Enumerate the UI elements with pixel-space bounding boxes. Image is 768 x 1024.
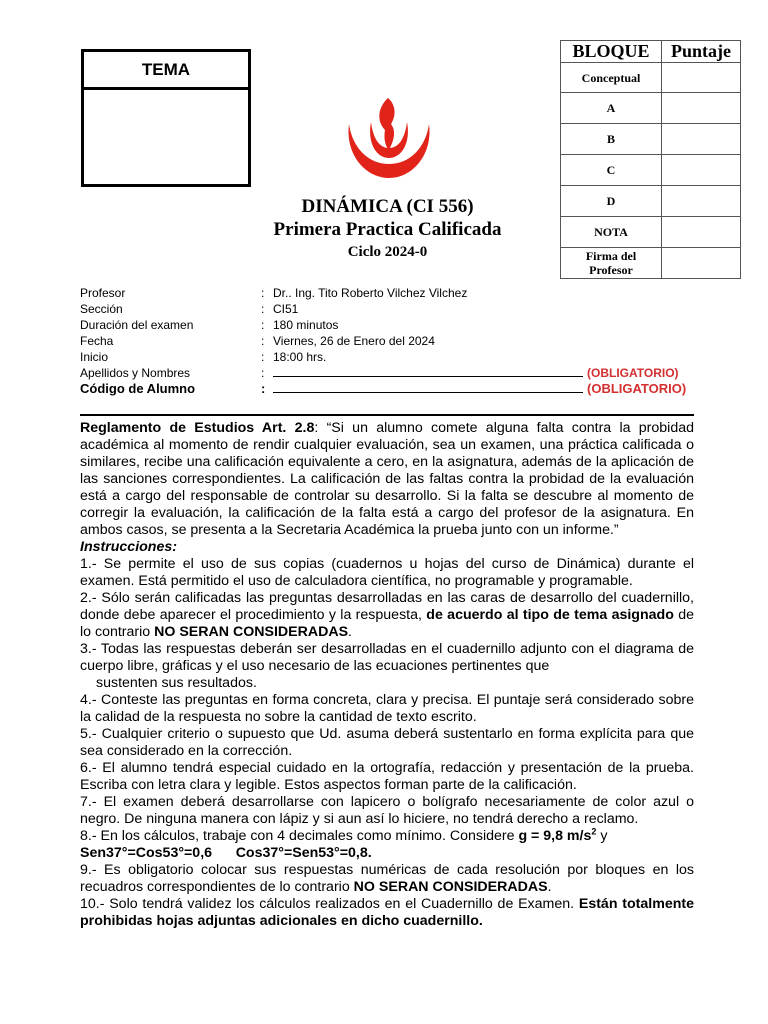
info-row-seccion: Sección : CI51 [80,302,299,316]
instruction-1: 1.- Se permite el uso de sus copias (cuadernos u hojas del curso de Dinámica) durante el examen. Está permitido el uso de calculadora científica, no programable y programable. [80,556,694,589]
info-row-inicio: Inicio : 18:00 hrs. [80,350,327,364]
exam-name: Primera Practica Calificada [273,219,502,240]
signature-cell[interactable] [662,248,741,279]
score-cell-a[interactable] [662,93,741,124]
rules-body [80,420,694,930]
instruction-7: 7.- El examen deberá desarrollarse con lapicero o bolígrafo necesariamente de color azul o negro. De ninguna manera con lápiz y si aun así lo hiciere, no tendrá derecho a reclamo. [80,794,694,827]
mandatory-note: (OBLIGATORIO) [587,381,687,396]
instruction-5: 5.- Cualquier criterio o supuesto que Ud. asuma deberá sustentarlo en forma explícita para que sea considerado en la corrección. [80,726,694,759]
col-header-bloque: BLOQUE [561,41,662,63]
row-label-firma: Firma del Profesor [561,248,662,279]
divider [80,414,694,416]
info-row-apellidos: Apellidos y Nombres : (OBLIGATORIO) [80,366,679,380]
score-cell-nota[interactable] [662,217,741,248]
row-label-nota: NOTA [561,217,662,248]
instrucciones-heading: Instrucciones: [80,539,177,555]
apellidos-field[interactable] [273,366,583,377]
tema-title: TEMA [84,52,248,90]
instruction-9: 9.- Es obligatorio colocar sus respuestas numéricas de cada resolución por bloques en los recuadros correspondientes de lo contrario NO SERAN CONSIDERADAS. [80,862,694,895]
codigo-field[interactable] [273,382,583,393]
exam-title-block [240,195,535,262]
row-label-conceptual: Conceptual [561,63,662,93]
row-label-d: D [561,186,662,217]
mandatory-note: (OBLIGATORIO) [587,366,679,380]
score-cell-b[interactable] [662,124,741,155]
exam-info [80,285,690,397]
instruction-8: 8.- En los cálculos, trabaje con 4 decimales como mínimo. Considere g = 9,8 $m/s^2$ y Sen37°=Cos53°=0,6 Cos37°=Sen53°=0,8. [80,826,608,861]
score-cell-conceptual[interactable] [662,63,741,93]
info-row-codigo: Código de Alumno : (OBLIGATORIO) [80,381,687,396]
instruction-6: 6.- El alumno tendrá especial cuidado en la ortografía, redacción y presentación de la prueba. Escriba con letra clara y legible. Estos aspectos forman parte de la calificación. [80,760,694,793]
row-label-b: B [561,124,662,155]
score-table [560,40,741,279]
course-title: DINÁMICA (CI 556) [301,196,474,217]
score-cell-d[interactable] [662,186,741,217]
score-cell-c[interactable] [662,155,741,186]
instruction-2: 2.- Sólo serán calificadas las preguntas desarrolladas en las caras de desarrollo del cuadernillo, donde debe aparecer el procedimiento y la respuesta, de acuerdo al tipo de tema asignado de lo contrario NO SERAN CONSIDERADAS. [80,590,694,640]
col-header-puntaje: Puntaje [662,41,741,63]
instruction-3-cont: sustenten sus resultados. [96,675,257,691]
tema-box [81,49,251,187]
reglamento-paragraph: Reglamento de Estudios Art. 2.8: “Si un alumno comete alguna falta contra la probidad académica al momento de rendir cualquier evaluación, sea un examen, una práctica calificada o similares, recibe una calificación equivalente a cero, en la asignatura, además de la aplicación de las sanciones correspondientes. La calificación de las faltas contra la probidad de la evaluación está a cargo del responsable de controlar su desarrollo. Si la falta se descubre al momento de corregir la evaluación, la calificación de la falta está a cargo del profesor de la asignatura. En ambos casos, se presenta a la Secretaria Académica la prueba junto con un informe.” [80,420,694,538]
university-logo [343,98,435,180]
instruction-3: 3.- Todas las respuestas deberán ser desarrolladas en el cuadernillo adjunto con el diagrama de cuerpo libre, gráficas y el uso necesario de las ecuaciones pertinentes que [80,641,694,674]
cycle: Ciclo 2024-0 [347,244,428,260]
info-row-duracion: Duración del examen : 180 minutos [80,318,339,332]
instruction-10: 10.- Solo tendrá validez los cálculos realizados en el Cuadernillo de Examen. Están totalmente prohibidas hojas adjuntas adicionales en dicho cuadernillo. [80,896,694,929]
row-label-c: C [561,155,662,186]
info-row-profesor: Profesor : Dr.. Ing. Tito Roberto Vilchez Vilchez [80,286,468,300]
info-row-fecha: Fecha : Viernes, 26 de Enero del 2024 [80,334,435,348]
row-label-a: A [561,93,662,124]
instruction-4: 4.- Conteste las preguntas en forma concreta, clara y precisa. El puntaje será considerado sobre la calidad de la respuesta no sobre la cantidad de texto escrito. [80,692,694,725]
